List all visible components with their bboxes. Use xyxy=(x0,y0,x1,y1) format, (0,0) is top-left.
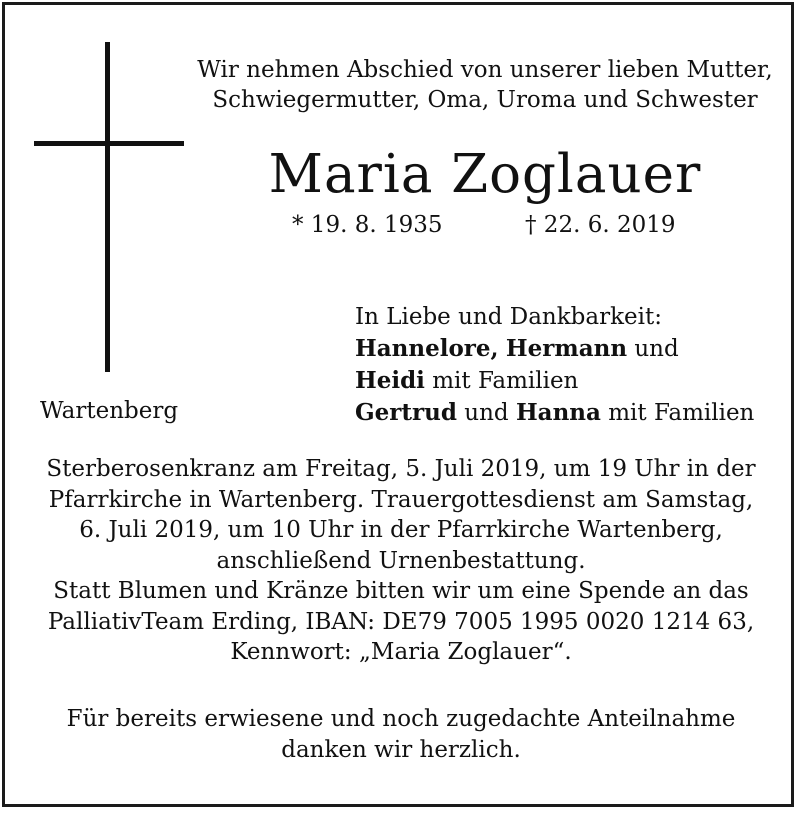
mourners-heading: In Liebe und Dankbarkeit: xyxy=(355,304,662,330)
info-line: anschließend Urnenbestattung. xyxy=(216,547,586,574)
info-line: Sterberosenkranz am Freitag, 5. Juli 2019, um 19 Uhr in der xyxy=(46,456,756,482)
mourner-name: Hannelore, xyxy=(355,335,499,362)
mourner-name: Heidi xyxy=(355,367,425,394)
intro-line: Wir nehmen Abschied von unserer lieben Mutter, xyxy=(197,57,773,83)
birth-date: * 19. 8. 1935 xyxy=(292,212,443,238)
place-name: Wartenberg xyxy=(40,398,179,424)
info-line: Kennwort: „Maria Zoglauer“. xyxy=(230,639,572,665)
mourners-text: mit Familien xyxy=(608,400,755,426)
thanks-text xyxy=(25,704,777,766)
cross-icon-horizontal xyxy=(34,141,184,146)
mourner-name: Hermann xyxy=(505,335,628,362)
service-info xyxy=(25,454,777,668)
mourners-line xyxy=(355,397,754,429)
info-line: Pfarrkirche in Wartenberg. Trauergottesdienst am Samstag, xyxy=(48,486,754,513)
intro-line: Schwiegermutter, Oma, Uroma und Schwester xyxy=(212,87,758,113)
mourners-text: und xyxy=(634,336,679,362)
mourner-name: Hanna xyxy=(515,399,601,426)
obituary-notice xyxy=(2,2,794,807)
mourners-line xyxy=(355,365,754,397)
death-date: † 22. 6. 2019 xyxy=(525,212,676,238)
info-line: Statt Blumen und Kränze bitten wir um eine Spende an das xyxy=(53,578,749,604)
info-line: 6. Juli 2019, um 10 Uhr in der Pfarrkirche Wartenberg, xyxy=(79,517,723,543)
thanks-line: danken wir herzlich. xyxy=(281,737,521,763)
intro-text xyxy=(195,55,775,115)
mourners-text: mit Familien xyxy=(432,368,579,394)
mourners-text: und xyxy=(464,400,509,426)
deceased-name: Maria Zoglauer xyxy=(268,144,702,205)
mourner-name: Gertrud xyxy=(355,399,457,426)
mourners-block xyxy=(355,301,754,429)
cross-icon-vertical xyxy=(105,42,110,372)
thanks-line: Für bereits erwiesene und noch zugedachte Anteilnahme xyxy=(66,706,736,732)
info-line: PalliativTeam Erding, IBAN: DE79 7005 1995 0020 1214 63, xyxy=(47,608,755,635)
mourners-line xyxy=(355,333,754,365)
